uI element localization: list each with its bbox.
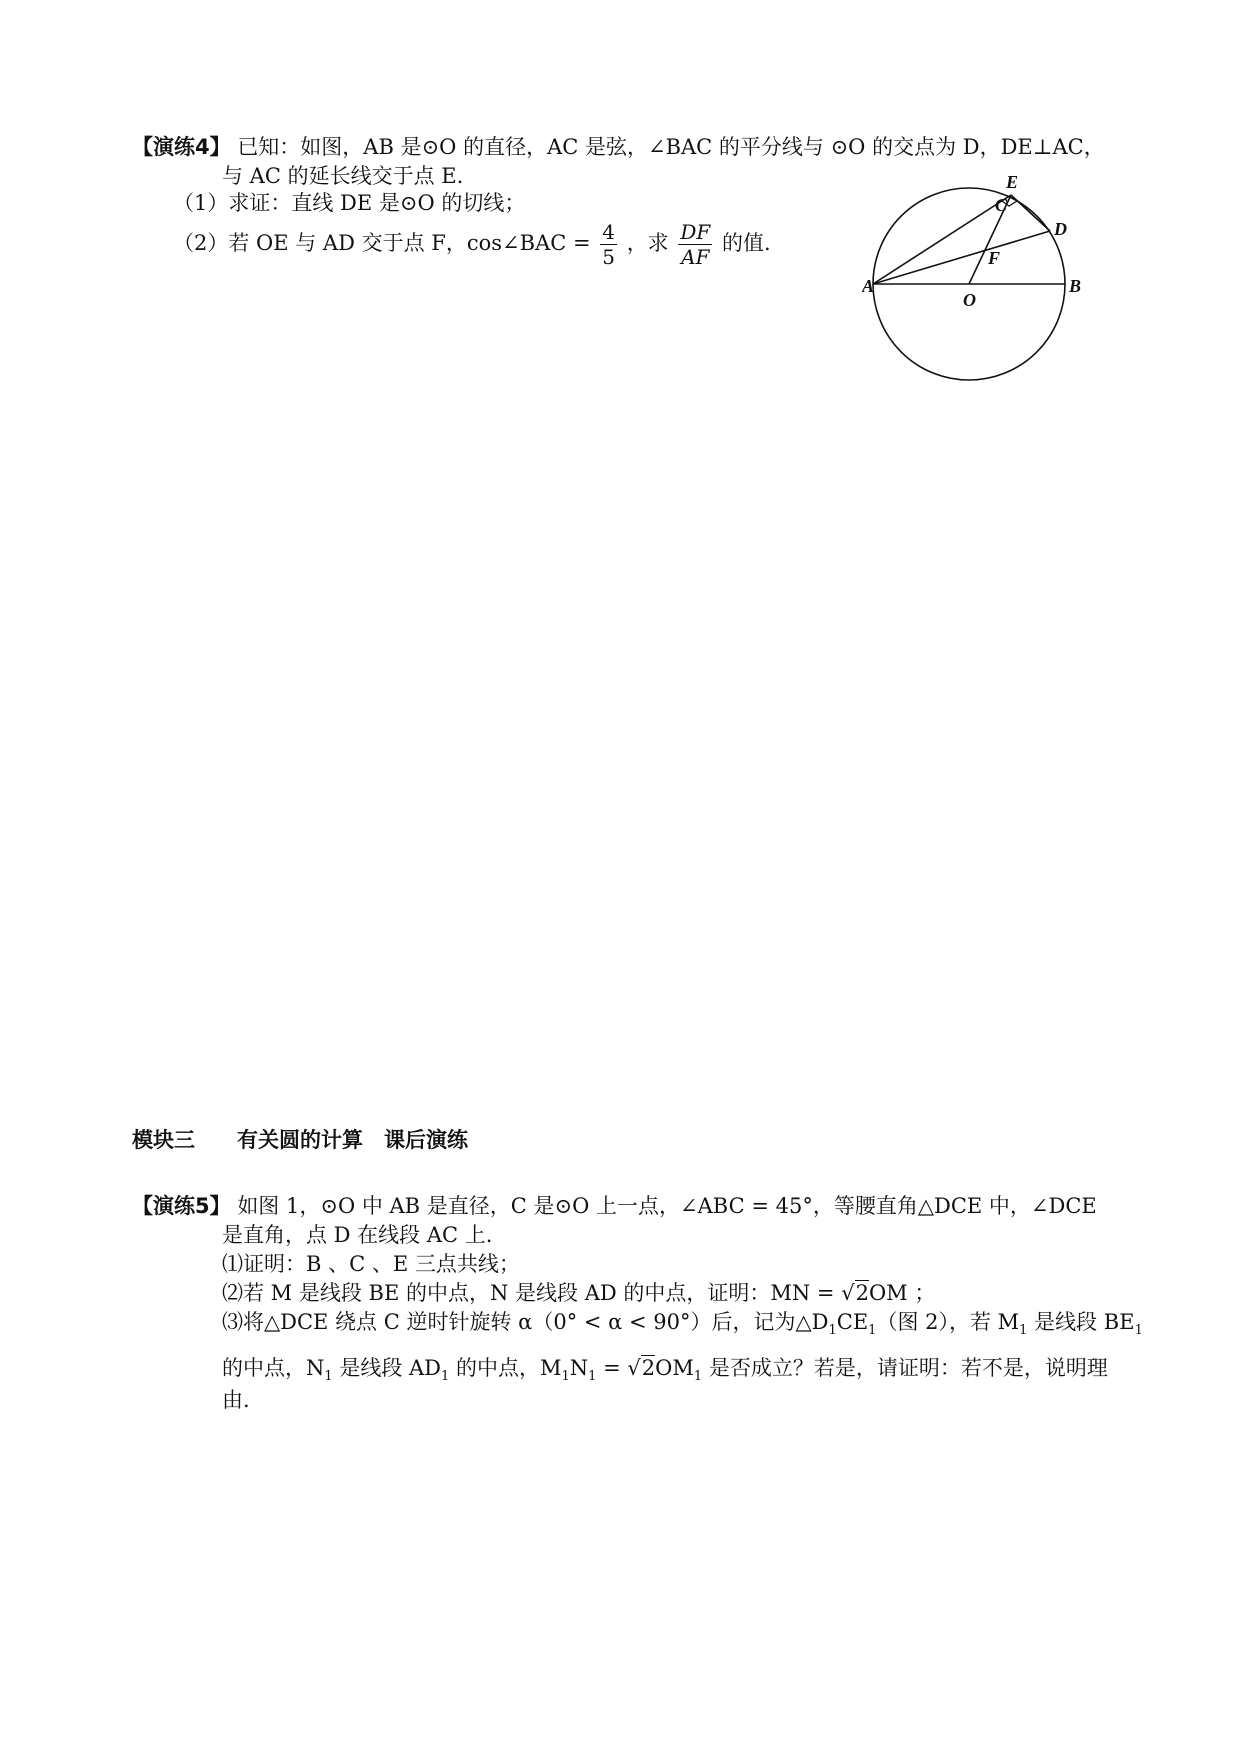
question-2-end: 的值. <box>721 231 771 255</box>
label-o: O <box>963 290 976 310</box>
exercise-4-question-2 <box>173 222 771 267</box>
circle-geometry-figure <box>862 160 1102 390</box>
exercise-5-question-2: ⑵若 M 是线段 BE 的中点，N 是线段 AD 的中点，证明：MN = √2OM ； <box>222 1281 936 1305</box>
exercise-5-statement: 如图 1，⊙O 中 AB 是直径，C 是⊙O 上一点，∠ABC = 45°，等腰直角△DCE 中，∠DCE <box>237 1194 1097 1218</box>
exercise-5-question-3 <box>222 1312 1143 1337</box>
q3-text-b5: = <box>596 1356 628 1380</box>
fraction-denominator: AF <box>681 245 710 269</box>
fraction-denominator: 5 <box>602 245 615 269</box>
q3-text-a2: CE <box>836 1310 869 1334</box>
subscript: 1 <box>588 1369 597 1385</box>
subscript: 1 <box>868 1323 877 1339</box>
subscript: 1 <box>561 1369 570 1385</box>
label-d: D <box>1054 219 1067 239</box>
exercise-5-line-1 <box>132 1196 1097 1217</box>
exercise-5-line-2 <box>222 1225 492 1246</box>
question-2-text: ⑵若 M 是线段 BE 的中点，N 是线段 AD 的中点，证明：MN = <box>222 1281 842 1305</box>
q3-text-c: 由. <box>222 1388 250 1412</box>
exercise-5-question-3-cont: 的中点，$N_1$ 是线段 $AD_1$ 的中点，$M_1N_1 = √2OM_1$ 是否成立？若是，请证明：若不是，说明理 <box>222 1356 1108 1385</box>
exercise-5-label: 【演练5】 <box>132 1194 231 1218</box>
segment-de <box>1011 195 1050 231</box>
label-a: A <box>862 276 875 296</box>
subscript: 1 <box>324 1369 333 1385</box>
subscript: 1 <box>1019 1323 1028 1339</box>
question-2-mid: ，求 <box>626 231 669 255</box>
question-1-text: ⑴证明：B 、C 、E 三点共线； <box>222 1252 520 1276</box>
question-2-end: OM ； <box>868 1281 936 1305</box>
q3-text-a3: （图 2），若 M <box>876 1310 1020 1334</box>
sqrt-radicand: 2 <box>641 1356 656 1380</box>
exercise-4-label: 【演练4】 <box>132 135 231 159</box>
fraction-numerator: DF <box>680 220 711 244</box>
fraction-numerator: 4 <box>602 220 615 244</box>
question-1-text: （1）求证：直线 DE 是⊙O 的切线； <box>173 191 526 215</box>
q3-text-b4: N <box>569 1356 589 1380</box>
exercise-4-statement-cont: 与 AC 的延长线交于点 E. <box>222 164 464 188</box>
subscript: 1 <box>441 1369 450 1385</box>
label-c: C <box>995 195 1008 215</box>
q3-text-b3: 的中点，M <box>449 1356 562 1380</box>
sqrt-radicand: 2 <box>855 1281 869 1305</box>
q3-text-b2: 是线段 AD <box>332 1356 442 1380</box>
subscript: 1 <box>828 1323 837 1339</box>
q3-text-b1: 的中点，N <box>222 1356 325 1380</box>
subscript: 1 <box>693 1369 703 1385</box>
fraction-df-af <box>678 222 712 267</box>
module-heading: 模块三 有关圆的计算 课后演练 <box>132 1128 468 1152</box>
label-e: E <box>1006 172 1019 192</box>
exercise-4-line-2 <box>222 166 463 187</box>
label-b: B <box>1069 276 1082 296</box>
q3-text-b7: OM <box>655 1356 694 1380</box>
label-f: F <box>988 248 1001 268</box>
question-2-text: （2）若 OE 与 AD 交于点 F，cos∠BAC = <box>173 231 591 255</box>
exercise-5-statement-cont: 是直角，点 D 在线段 AC 上. <box>222 1223 493 1247</box>
fraction-four-fifths <box>600 222 617 267</box>
subscript: 1 <box>1134 1323 1143 1339</box>
q3-text-a4: 是线段 BE <box>1027 1310 1135 1334</box>
q3-text-a: ⑶将△DCE 绕点 C 逆时针旋转 α（0° < α < 90°）后，记为△D <box>222 1310 829 1334</box>
exercise-4-line-1 <box>132 137 1105 158</box>
exercise-4-question-1 <box>173 193 525 214</box>
exercise-5-question-1 <box>222 1254 520 1275</box>
exercise-5-question-3-end <box>222 1390 250 1411</box>
exercise-4-statement: 已知：如图，AB 是⊙O 的直径，AC 是弦，∠BAC 的平分线与 ⊙O 的交点为 D，DE⊥AC， <box>237 135 1105 159</box>
chord-ad <box>873 231 1050 284</box>
q3-text-b8: 是否成立？若是，请证明：若不是，说明理 <box>702 1356 1108 1380</box>
